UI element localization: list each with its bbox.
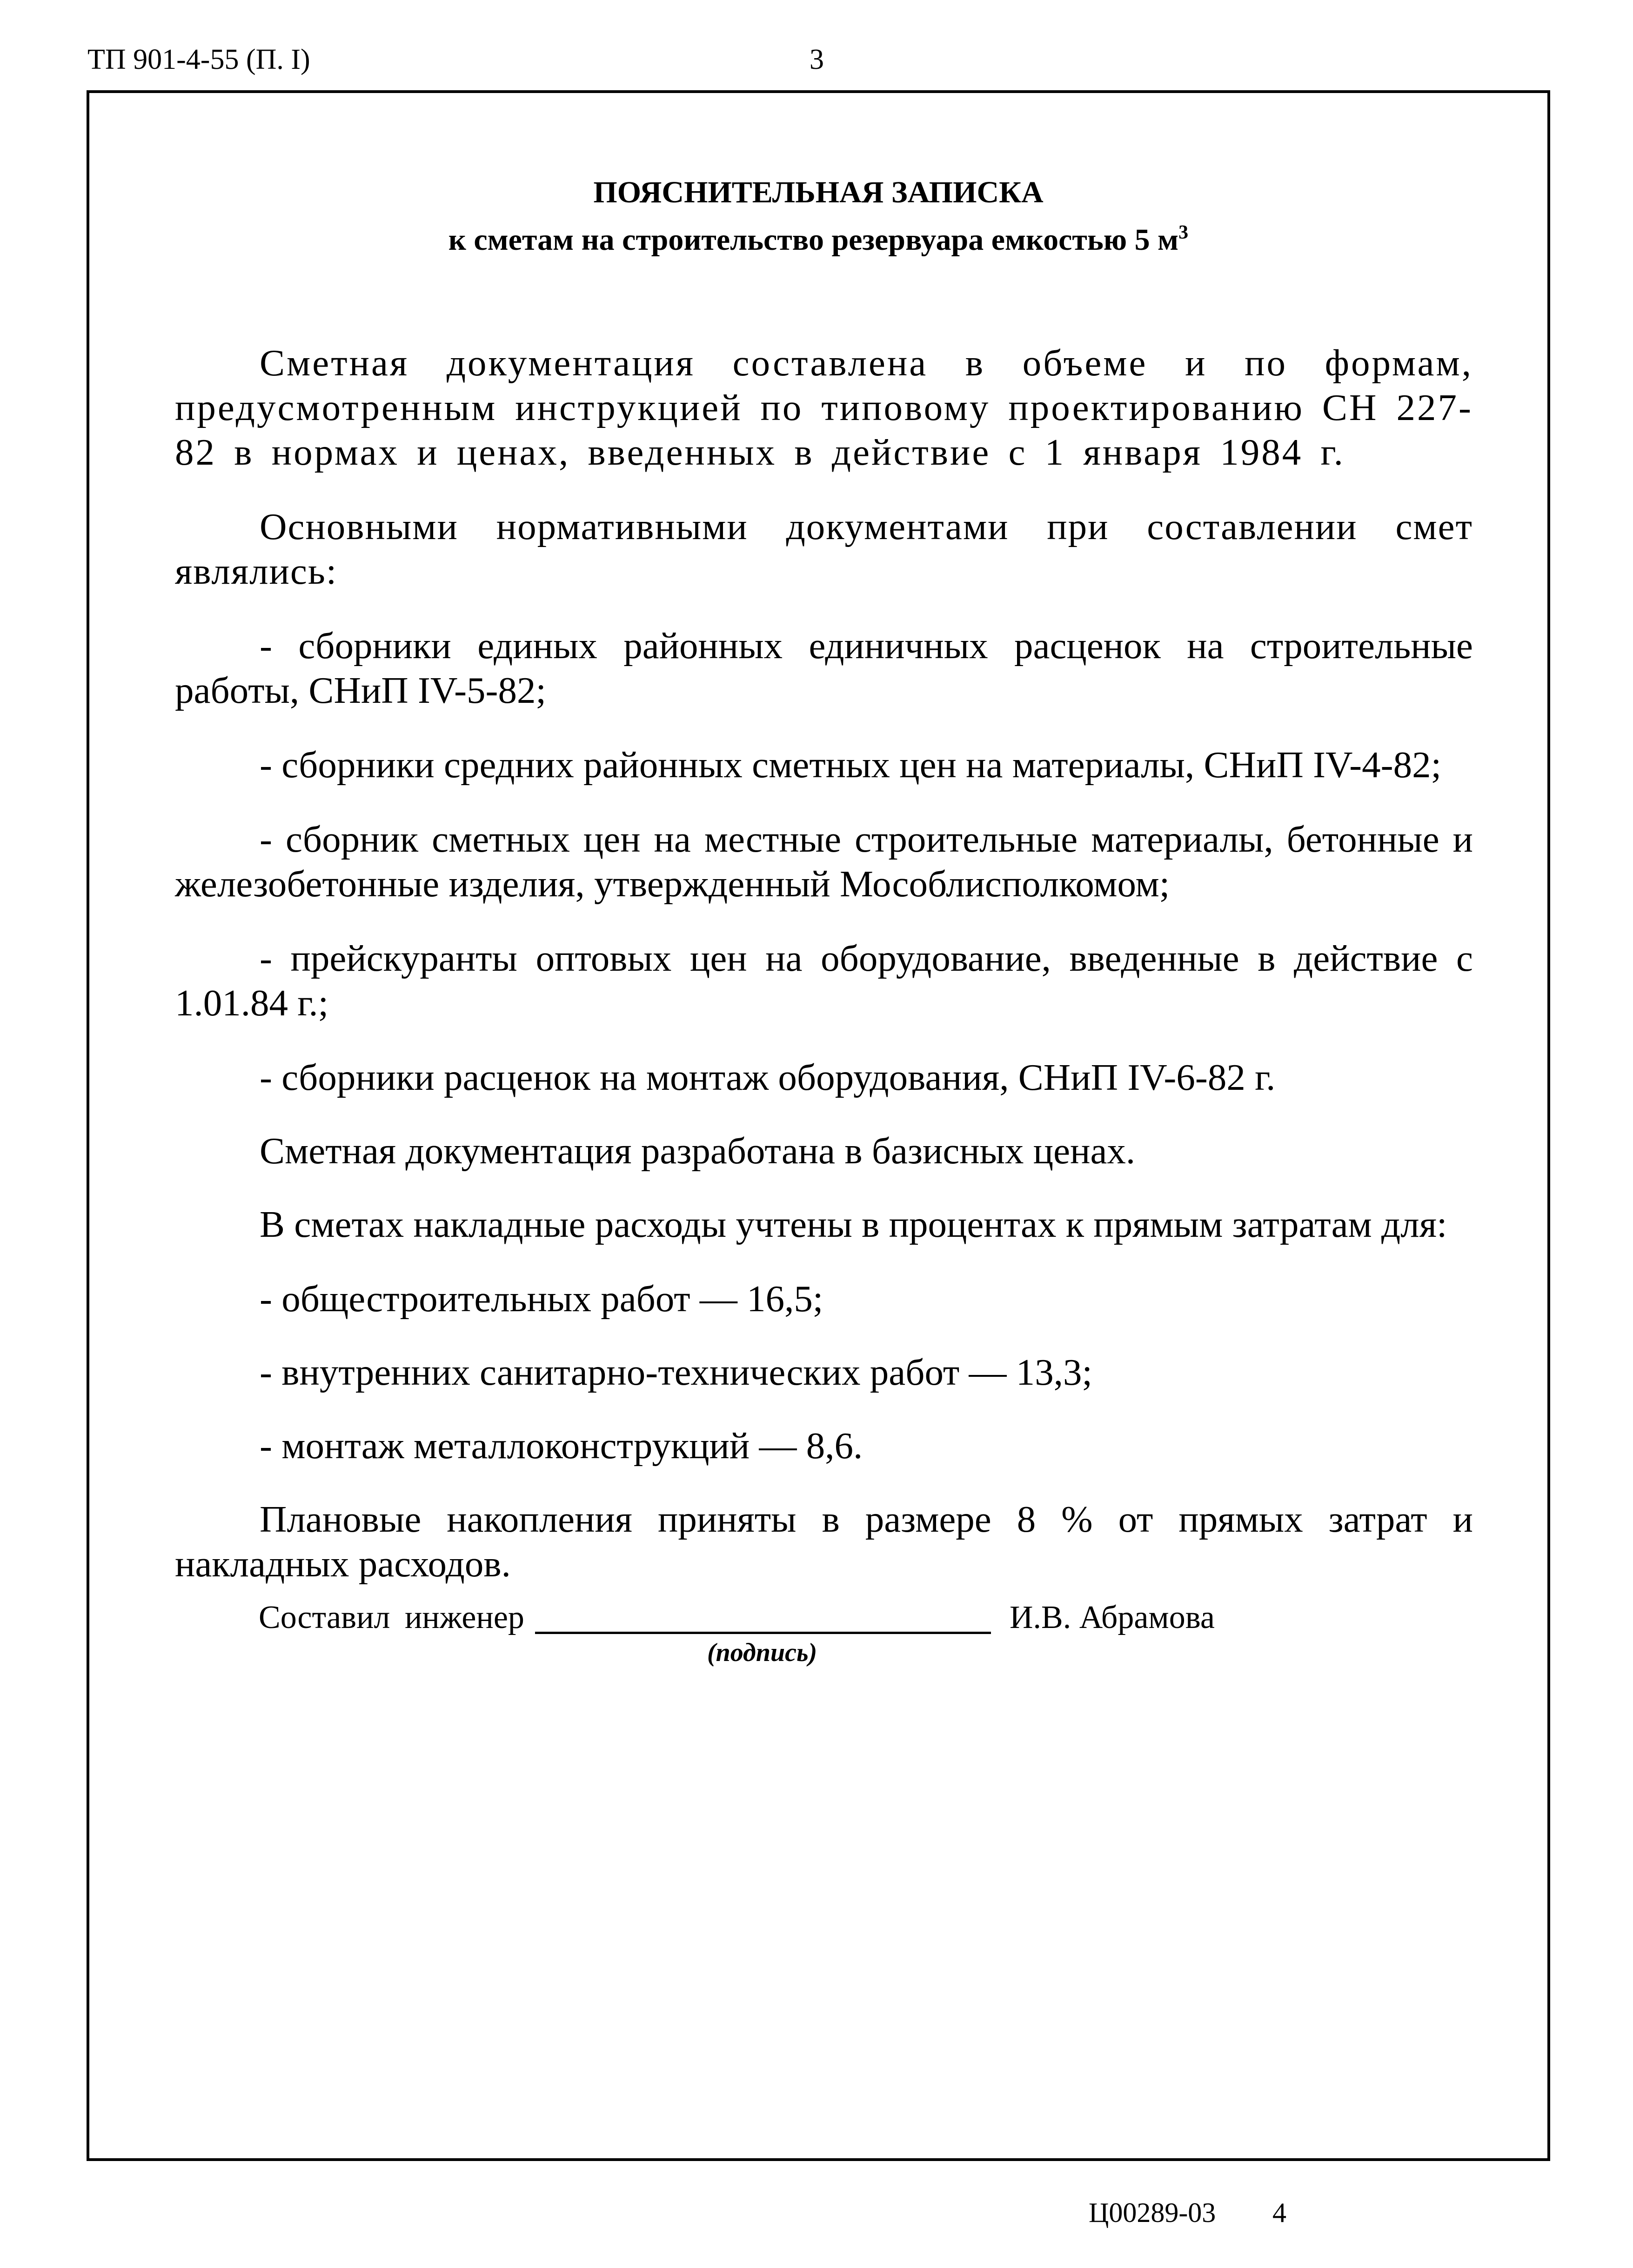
subheading-superscript: 3 <box>1178 222 1189 243</box>
footer-code: Ц00289-03 <box>1089 2197 1216 2228</box>
paragraph: Сметная документация составлена в объеме и по формам, предусмотренным инструкцией по типовому проектированию СН 227-82 в нормах и ценах, введенных в действие с 1 января 1984 г. <box>175 342 1473 473</box>
title-subheading <box>87 221 1550 259</box>
paragraph: - сборник сметных цен на местные строительные материалы, бетонные и железобетонные изделия, утвержденный Мособлисполкомом; <box>175 818 1473 905</box>
signature-label: Составил инженер <box>259 1600 524 1635</box>
note-body <box>175 340 1473 1616</box>
paragraph: Основными нормативными документами при составлении смет являлись: <box>175 506 1473 592</box>
list-item: - внутренних санитарно-технических работ — 13,3; <box>260 1351 1093 1393</box>
signer-name: И.В. Абрамова <box>1010 1600 1215 1635</box>
paragraph: В сметах накладные расходы учтены в процентах к прямым затратам для: <box>260 1203 1447 1245</box>
subheading-text: к сметам на строительство резервуара емкостью 5 м <box>448 223 1179 257</box>
paragraph: - прейскуранты оптовых цен на оборудование, введенные в действие с 1.01.84 г.; <box>175 937 1473 1024</box>
list-item: - монтаж металлоконструкций — 8,6. <box>260 1425 863 1467</box>
list-item: - общестроительных работ — 16,5; <box>260 1278 823 1320</box>
title-heading: ПОЯСНИТЕЛЬНАЯ ЗАПИСКА <box>593 175 1044 209</box>
paragraph: - сборники расценок на монтаж оборудования, СНиП IV-6-82 г. <box>260 1056 1276 1098</box>
signature-line <box>535 1632 991 1634</box>
page-number: 3 <box>810 44 824 75</box>
paragraph: - сборники средних районных сметных цен на материалы, СНиП IV-4-82; <box>260 744 1442 786</box>
footer-sheet-number: 4 <box>1272 2197 1286 2228</box>
paragraph: Плановые накопления приняты в размере 8 % от прямых затрат и накладных расходов. <box>175 1498 1473 1585</box>
paragraph: Сметная документация разработана в базисных ценах. <box>260 1130 1136 1172</box>
document-code: ТП 901-4-55 (П. I) <box>87 44 310 75</box>
paragraph: - сборники единых районных единичных расценок на строительные работы, СНиП IV-5-82; <box>175 625 1473 711</box>
signature-caption: (подпись) <box>707 1638 817 1667</box>
